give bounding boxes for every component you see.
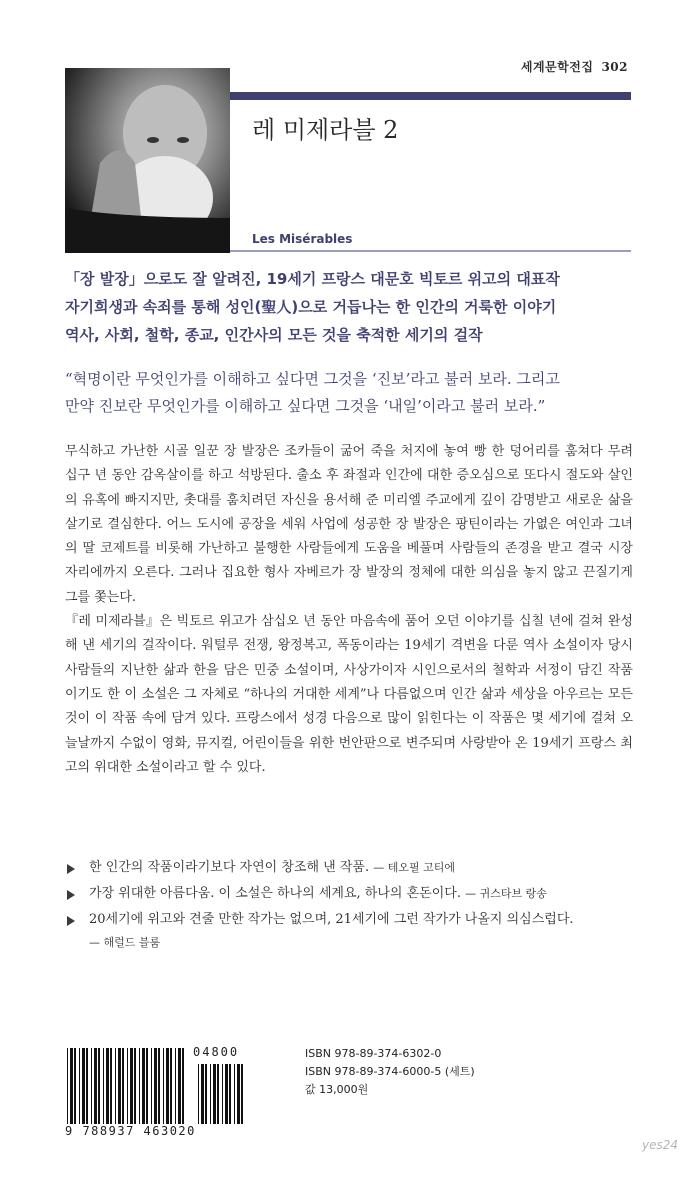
barcode-bar (154, 1048, 157, 1124)
isbn-block (305, 1045, 475, 1099)
barcode-bar (210, 1064, 211, 1124)
addon-barcode-bars (196, 1064, 246, 1124)
triangle-bullet-icon (67, 890, 75, 900)
barcode-bar (229, 1064, 231, 1124)
price: 값 13,000원 (305, 1083, 369, 1096)
barcode-bar (205, 1064, 207, 1124)
barcode-bar (91, 1048, 92, 1124)
barcode-bar (118, 1048, 121, 1124)
barcode-bar (163, 1048, 164, 1124)
tagline: 「장 발장」으로도 잘 알려진, 19세기 프랑스 대문호 빅토르 위고의 대표작 (65, 270, 560, 288)
title-rule (230, 250, 631, 252)
tagline: 자기희생과 속죄를 통해 성인(聖人)으로 거듭나는 한 인간의 거룩한 이야기 (65, 298, 557, 316)
synopsis-paragraph: 무식하고 가난한 시골 일꾼 장 발장은 조카들이 굶어 죽을 처지에 놓여 빵 한 덩어리를 훔쳐다 무려 십구 년 동안 감옥살이를 하고 석방된다. 출소 후 좌절과 인간에 대한 증오심으로 또다시 절도와 살인의 유혹에 빠지지만, 촛대를 훔치려던 자신을 용서해 준 미리엘 주교에게 깊이 감명받고 새로운 삶을 살기로 결심한다. 어느 도시에 공장을 세워 사업에 성공한 장 발장은 팡틴이라는 가엾은 여인과 그녀의 딸 코제트를 비롯해 가난하고 불행한 사람들에게 도움을 베풀며 사람들의 존경을 받고 결국 시장 자리에까지 오른다. 그러나 집요한 형사 자베르가 장 발장의 정체에 대한 의심을 놓지 않고 끈질기게 그를 쫓는다. (65, 444, 633, 605)
barcode-bar (213, 1064, 216, 1124)
barcode-bar (241, 1064, 243, 1124)
barcode-bar (110, 1048, 112, 1124)
header-rule (230, 92, 631, 100)
barcode-bar (122, 1048, 124, 1124)
series-number: 302 (601, 60, 628, 74)
barcode-bar (234, 1064, 235, 1124)
quote-line: “혁명이란 무엇인가를 이해하고 싶다면 그것을 ‘진보’라고 불러 보라. 그리고 (65, 370, 560, 388)
barcode-bar (127, 1048, 128, 1124)
praise-source: — 테오필 고티에 (373, 861, 455, 874)
praise-source: — 귀스타브 랑송 (465, 887, 547, 900)
barcode-bar (146, 1048, 148, 1124)
praise-text: 한 인간의 작품이라기보다 자연이 창조해 낸 작품. (89, 860, 370, 875)
synopsis-paragraph: 『레 미제라블』은 빅토르 위고가 삼십오 년 동안 마음속에 품어 오던 이야기를 십칠 년에 걸쳐 완성해 낸 세기의 걸작이다. 워털루 전쟁, 왕정복고, 폭동이라는 19세기 격변을 다룬 역사 소설이자 당시 사람들의 지난한 삶과 한을 담은 민중 소설이며, 사상가이자 시인으로서의 철학과 서정이 담긴 작품이기도 한 이 소설은 그 자체로 “하나의 거대한 세계”나 다름없으며 인간 삶과 세상을 아우르는 모든 것이 이 작품 속에 담겨 있다. 프랑스에서 성경 다음으로 많이 읽힌다는 이 작품은 몇 세기에 걸쳐 오늘날까지 수없이 영화, 뮤지컬, 어린이들을 위한 번안판으로 변주되며 사랑받아 온 19세기 프랑스 최고의 위대한 소설이라고 할 수 있다. (65, 614, 633, 775)
author-portrait (65, 68, 230, 253)
barcode-bar (106, 1048, 109, 1124)
tagline: 역사, 사회, 철학, 종교, 인간사의 모든 것을 축적한 세기의 걸작 (65, 326, 483, 344)
praise-list (65, 855, 635, 953)
barcode-bar (82, 1048, 85, 1124)
praise-item (65, 855, 635, 881)
praise-source: — 해럴드 블룸 (89, 936, 161, 949)
barcode-bar (217, 1064, 219, 1124)
original-title: Les Misérables (252, 232, 353, 246)
barcode-bars (65, 1048, 187, 1126)
barcode-bar (74, 1048, 76, 1124)
quote-line: 만약 진보란 무엇인가를 이해하고 싶다면 그것을 ‘내일’이라고 불러 보라.” (65, 397, 546, 415)
barcode-bar (94, 1048, 97, 1124)
pull-quote (65, 366, 635, 420)
barcode-bar (237, 1064, 240, 1124)
barcode-bar (198, 1064, 199, 1124)
triangle-bullet-icon (67, 864, 75, 874)
praise-text: 20세기에 위고와 견줄 만한 작가는 없으며, 21세기에 그런 작가가 나올지 의심스럽다. (89, 912, 574, 927)
isbn-set-line: ISBN 978-89-374-6000-5 (세트) (305, 1065, 475, 1078)
barcode-bar (86, 1048, 88, 1124)
barcode-bar (142, 1048, 145, 1124)
praise-item (65, 907, 635, 933)
barcode-bar (115, 1048, 116, 1124)
barcode-bar (201, 1064, 204, 1124)
barcode-bar (151, 1048, 152, 1124)
barcode-bar (225, 1064, 228, 1124)
isbn-line: ISBN 978-89-374-6302-0 (305, 1047, 442, 1060)
barcode-bar (182, 1048, 184, 1124)
barcode-addon-number: 04800 (193, 1045, 240, 1059)
book-title: 레 미제라블 2 (252, 116, 399, 144)
barcode-bar (166, 1048, 169, 1124)
barcode-bar (170, 1048, 172, 1124)
praise-item (65, 881, 635, 907)
barcode-bar (70, 1048, 73, 1124)
barcode-bar (130, 1048, 133, 1124)
barcode-bar (79, 1048, 80, 1124)
barcode-bar (134, 1048, 136, 1124)
series-name: 세계문학전집 (520, 60, 594, 74)
barcode-bar (175, 1048, 176, 1124)
barcode-bar (178, 1048, 181, 1124)
barcode-bar (158, 1048, 160, 1124)
barcode-bar (103, 1048, 104, 1124)
barcode-number: 9 788937 463020 (65, 1124, 196, 1138)
watermark: yes24 (642, 1138, 679, 1152)
barcode-bar (222, 1064, 223, 1124)
praise-text: 가장 위대한 아름다움. 이 소설은 하나의 세계요, 하나의 혼돈이다. (89, 886, 461, 901)
taglines (65, 265, 625, 349)
barcode-bar (67, 1048, 68, 1124)
synopsis (65, 440, 633, 780)
barcode-bar (98, 1048, 100, 1124)
series-label (253, 58, 628, 75)
triangle-bullet-icon (67, 916, 75, 926)
barcode-bar (139, 1048, 140, 1124)
